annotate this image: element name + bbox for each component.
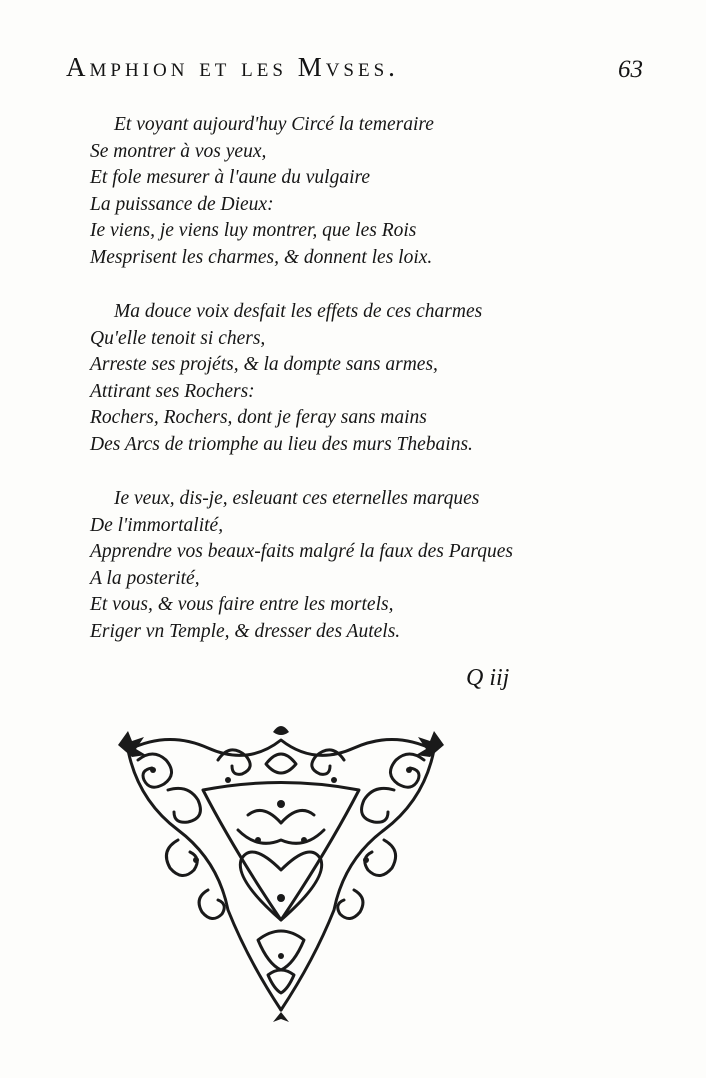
verse-line: Attirant ses Rochers:: [90, 380, 255, 402]
running-title: Amphion et les Mvses.: [66, 52, 399, 82]
page-number: 63: [618, 56, 643, 83]
verse-line: De l'immortalité,: [90, 514, 224, 536]
verse-line: Apprendre vos beaux-faits malgré la faux des Parques: [90, 541, 513, 562]
verse-line: A la posterité,: [90, 567, 200, 589]
stanza-3: [90, 486, 690, 645]
verse-line: Qu'elle tenoit si chers,: [90, 327, 266, 349]
verse-line: Et fole mesurer à l'aune du vulgaire: [90, 167, 371, 188]
verse-line: Mesprisent les charmes, & donnent les loix.: [90, 246, 433, 268]
poem: [90, 112, 690, 673]
stanza-2: [90, 299, 690, 458]
verse-line: Et vous, & vous faire entre les mortels,: [90, 594, 394, 615]
verse-line: Des Arcs de triomphe au lieu des murs Thebains.: [90, 433, 473, 455]
signature-mark: Q iij: [466, 665, 510, 691]
verse-line: Eriger vn Temple, & dresser des Autels.: [90, 620, 401, 642]
verse-line: Arreste ses projéts, & la dompte sans armes,: [90, 354, 438, 375]
verse-line: Rochers, Rochers, dont je feray sans mains: [90, 407, 427, 428]
verse-line: Se montrer à vos yeux,: [90, 140, 267, 162]
verse-line: Et voyant aujourd'huy Circé la temeraire: [114, 114, 434, 135]
stanza-1: [90, 112, 690, 271]
fleuron-triangle-icon: [108, 720, 454, 1026]
verse-line: Ie viens, je viens luy montrer, que les Rois: [90, 220, 417, 241]
verse-line: Ma douce voix desfait les effets de ces charmes: [114, 301, 483, 322]
verse-line: La puissance de Dieux:: [90, 193, 274, 215]
verse-line: Ie veux, dis-je, esleuant ces eternelles marques: [114, 488, 480, 509]
